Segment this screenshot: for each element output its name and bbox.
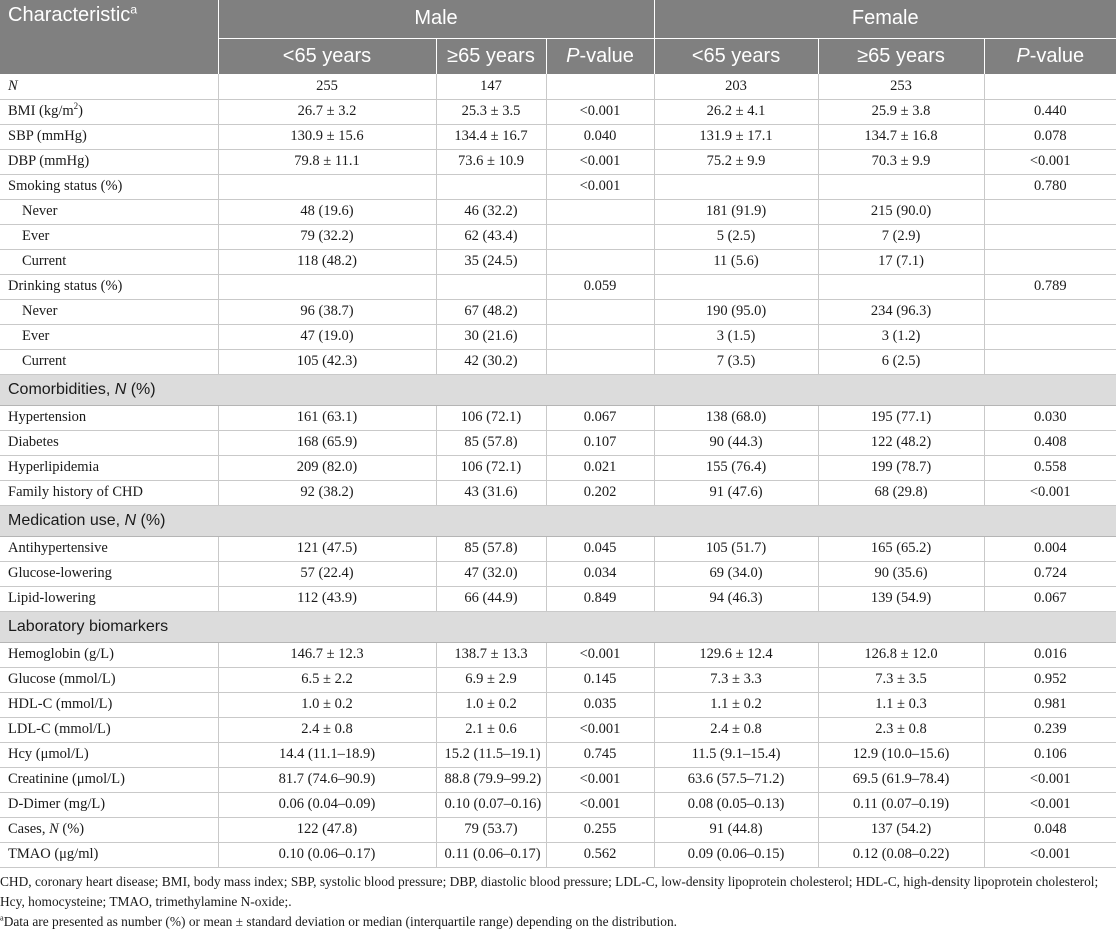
table-cell: 121 (47.5)	[218, 536, 436, 561]
table-cell	[546, 324, 654, 349]
row-label: Glucose (mmol/L)	[0, 667, 218, 692]
table-cell: 234 (96.3)	[818, 299, 984, 324]
row-label: Diabetes	[0, 430, 218, 455]
table-cell: 106 (72.1)	[436, 405, 546, 430]
table-cell: 0.08 (0.05–0.13)	[654, 792, 818, 817]
row-label: Drinking status (%)	[0, 274, 218, 299]
table-cell: 69 (34.0)	[654, 561, 818, 586]
table-cell: 1.0 ± 0.2	[436, 692, 546, 717]
table-cell: 46 (32.2)	[436, 199, 546, 224]
table-cell	[218, 274, 436, 299]
table-row	[0, 536, 1116, 561]
table-cell: 81.7 (74.6–90.9)	[218, 767, 436, 792]
table-cell: 209 (82.0)	[218, 455, 436, 480]
table-cell: 165 (65.2)	[818, 536, 984, 561]
table-cell	[818, 174, 984, 199]
table-cell	[546, 199, 654, 224]
table-cell: 7.3 ± 3.5	[818, 667, 984, 692]
table-cell: 134.4 ± 16.7	[436, 124, 546, 149]
table-cell: 0.107	[546, 430, 654, 455]
table-cell: 253	[818, 74, 984, 99]
table-row	[0, 324, 1116, 349]
table-cell: 15.2 (11.5–19.1)	[436, 742, 546, 767]
table-row	[0, 249, 1116, 274]
table-cell: 11 (5.6)	[654, 249, 818, 274]
table-cell: 203	[654, 74, 818, 99]
row-label: SBP (mmHg)	[0, 124, 218, 149]
table-cell: 105 (42.3)	[218, 349, 436, 374]
table-cell: 0.048	[984, 817, 1116, 842]
table-cell: 112 (43.9)	[218, 586, 436, 611]
row-label: Lipid-lowering	[0, 586, 218, 611]
table-cell: 2.1 ± 0.6	[436, 717, 546, 742]
row-label: Current	[0, 249, 218, 274]
table-row	[0, 767, 1116, 792]
row-label: TMAO (μg/ml)	[0, 842, 218, 867]
row-label: BMI $(kg/m^2)$	[0, 99, 218, 124]
female-under65-header: <65 years	[654, 38, 818, 74]
table-cell: 14.4 (11.1–18.9)	[218, 742, 436, 767]
table-cell: 199 (78.7)	[818, 455, 984, 480]
section-title: Comorbidities, N (%)	[0, 374, 1116, 405]
table-row	[0, 792, 1116, 817]
table-cell: 0.981	[984, 692, 1116, 717]
table-cell	[546, 224, 654, 249]
row-label: Current	[0, 349, 218, 374]
table-cell: 88.8 (79.9–99.2)	[436, 767, 546, 792]
table-cell: 7 (3.5)	[654, 349, 818, 374]
table-cell	[984, 249, 1116, 274]
row-label: Ever	[0, 224, 218, 249]
row-label: N	[0, 74, 218, 99]
table-cell	[818, 274, 984, 299]
row-label: Cases, N (%)	[0, 817, 218, 842]
table-row	[0, 480, 1116, 505]
row-label: Antihypertensive	[0, 536, 218, 561]
table-cell: 7.3 ± 3.3	[654, 667, 818, 692]
table-cell: <0.001	[984, 792, 1116, 817]
section-header-row	[0, 611, 1116, 642]
table-cell: 3 (1.5)	[654, 324, 818, 349]
table-cell: 92 (38.2)	[218, 480, 436, 505]
table-cell: 12.9 (10.0–15.6)	[818, 742, 984, 767]
female-over65-header: ≥65 years	[818, 38, 984, 74]
table-cell: 215 (90.0)	[818, 199, 984, 224]
table-cell: 26.7 ± 3.2	[218, 99, 436, 124]
row-label: Hemoglobin (g/L)	[0, 642, 218, 667]
table-row	[0, 692, 1116, 717]
table-row	[0, 561, 1116, 586]
table-cell	[984, 349, 1116, 374]
table-cell: 146.7 ± 12.3	[218, 642, 436, 667]
table-cell	[546, 249, 654, 274]
table-cell: 0.11 (0.07–0.19)	[818, 792, 984, 817]
table-cell: 85 (57.8)	[436, 430, 546, 455]
data-presentation-footnote: $^a$Data are presented as number (%) or mean ± standard deviation or median (interquartile range) depending on the distribution.	[0, 913, 677, 929]
table-cell: 0.239	[984, 717, 1116, 742]
row-label: Never	[0, 199, 218, 224]
table-cell: 190 (95.0)	[654, 299, 818, 324]
row-label: Ever	[0, 324, 218, 349]
row-label: D-Dimer (mg/L)	[0, 792, 218, 817]
table-cell: 138.7 ± 13.3	[436, 642, 546, 667]
table-cell: 0.067	[984, 586, 1116, 611]
table-cell: 139 (54.9)	[818, 586, 984, 611]
table-row	[0, 124, 1116, 149]
table-cell	[984, 299, 1116, 324]
table-row	[0, 642, 1116, 667]
female-group-header: Female	[654, 0, 1116, 38]
table-cell: 134.7 ± 16.8	[818, 124, 984, 149]
table-cell: 126.8 ± 12.0	[818, 642, 984, 667]
table-cell: 2.4 ± 0.8	[654, 717, 818, 742]
section-title: Medication use, N (%)	[0, 505, 1116, 536]
table-row	[0, 405, 1116, 430]
table-row	[0, 299, 1116, 324]
table-cell: 57 (22.4)	[218, 561, 436, 586]
table-cell: 94 (46.3)	[654, 586, 818, 611]
table-cell: 0.408	[984, 430, 1116, 455]
table-cell: <0.001	[546, 792, 654, 817]
table-cell: 130.9 ± 15.6	[218, 124, 436, 149]
table-cell: 35 (24.5)	[436, 249, 546, 274]
row-label: Creatinine (μmol/L)	[0, 767, 218, 792]
table-cell: <0.001	[984, 767, 1116, 792]
table-cell: 131.9 ± 17.1	[654, 124, 818, 149]
table-cell: 181 (91.9)	[654, 199, 818, 224]
section-header-row	[0, 374, 1116, 405]
row-label: Hcy (μmol/L)	[0, 742, 218, 767]
table-cell: 6.5 ± 2.2	[218, 667, 436, 692]
abbreviations-footnote: CHD, coronary heart disease; BMI, body mass index; SBP, systolic blood pressure; DBP, diastolic blood pressure; LDL-C, low-density lipoprotein cholesterol; HDL-C, high-density lipoprotein cholesterol; Hcy, homocysteine; TMAO, trimethylamine N-oxide;.	[0, 874, 1099, 909]
table-row	[0, 742, 1116, 767]
table-cell: 62 (43.4)	[436, 224, 546, 249]
table-cell: 0.06 (0.04–0.09)	[218, 792, 436, 817]
table-cell: 0.849	[546, 586, 654, 611]
table-cell: 0.780	[984, 174, 1116, 199]
table-cell: 2.4 ± 0.8	[218, 717, 436, 742]
table-cell: 85 (57.8)	[436, 536, 546, 561]
table-cell	[436, 174, 546, 199]
table-cell: 11.5 (9.1–15.4)	[654, 742, 818, 767]
table-cell: 42 (30.2)	[436, 349, 546, 374]
table-cell: 0.12 (0.08–0.22)	[818, 842, 984, 867]
table-cell: 0.035	[546, 692, 654, 717]
table-cell: 3 (1.2)	[818, 324, 984, 349]
table-cell: 138 (68.0)	[654, 405, 818, 430]
table-cell: 122 (48.2)	[818, 430, 984, 455]
row-label: Smoking status (%)	[0, 174, 218, 199]
table-cell: 0.106	[984, 742, 1116, 767]
table-cell: 155 (76.4)	[654, 455, 818, 480]
table-cell: 0.045	[546, 536, 654, 561]
table-cell: 0.059	[546, 274, 654, 299]
header-row-groups	[0, 0, 1116, 38]
table-cell: 0.09 (0.06–0.15)	[654, 842, 818, 867]
table-cell: 7 (2.9)	[818, 224, 984, 249]
table-cell: 0.724	[984, 561, 1116, 586]
table-cell: 73.6 ± 10.9	[436, 149, 546, 174]
table-cell: <0.001	[546, 174, 654, 199]
table-cell	[984, 224, 1116, 249]
table-cell	[546, 349, 654, 374]
table-cell	[436, 274, 546, 299]
table-cell: 0.255	[546, 817, 654, 842]
table-cell	[984, 74, 1116, 99]
table-cell: 0.558	[984, 455, 1116, 480]
table-row	[0, 717, 1116, 742]
table-cell: <0.001	[546, 149, 654, 174]
table-row	[0, 586, 1116, 611]
table-cell: 0.030	[984, 405, 1116, 430]
row-label: HDL-C (mmol/L)	[0, 692, 218, 717]
section-header-row	[0, 505, 1116, 536]
table-cell	[984, 199, 1116, 224]
table-body	[0, 74, 1116, 867]
table-row	[0, 817, 1116, 842]
table-row	[0, 842, 1116, 867]
table-cell: 106 (72.1)	[436, 455, 546, 480]
table-cell: 161 (63.1)	[218, 405, 436, 430]
table-cell: 0.952	[984, 667, 1116, 692]
table-cell: 91 (47.6)	[654, 480, 818, 505]
table-cell: 47 (19.0)	[218, 324, 436, 349]
table-cell: 90 (35.6)	[818, 561, 984, 586]
table-cell: 68 (29.8)	[818, 480, 984, 505]
table-cell: 0.10 (0.07–0.16)	[436, 792, 546, 817]
table-cell: <0.001	[984, 149, 1116, 174]
table-cell: 66 (44.9)	[436, 586, 546, 611]
table-row	[0, 430, 1116, 455]
table-cell: 0.034	[546, 561, 654, 586]
table-cell: 70.3 ± 9.9	[818, 149, 984, 174]
row-label: Glucose-lowering	[0, 561, 218, 586]
table-cell: 26.2 ± 4.1	[654, 99, 818, 124]
section-title: Laboratory biomarkers	[0, 611, 1116, 642]
table-cell: 1.0 ± 0.2	[218, 692, 436, 717]
table-cell: 63.6 (57.5–71.2)	[654, 767, 818, 792]
row-label: Hypertension	[0, 405, 218, 430]
table-footnotes	[0, 872, 1116, 932]
male-group-header: Male	[218, 0, 654, 38]
table-cell: 67 (48.2)	[436, 299, 546, 324]
table-cell: 25.9 ± 3.8	[818, 99, 984, 124]
table-cell: 0.078	[984, 124, 1116, 149]
row-label: DBP (mmHg)	[0, 149, 218, 174]
table-cell: 1.1 ± 0.3	[818, 692, 984, 717]
characteristic-header: Characteristic$^a$	[0, 0, 218, 74]
row-label: Never	[0, 299, 218, 324]
table-cell: <0.001	[984, 480, 1116, 505]
table-row	[0, 455, 1116, 480]
table-cell: <0.001	[546, 99, 654, 124]
table-row	[0, 667, 1116, 692]
row-label: LDL-C (mmol/L)	[0, 717, 218, 742]
table-row	[0, 274, 1116, 299]
table-cell: 48 (19.6)	[218, 199, 436, 224]
table-cell: 91 (44.8)	[654, 817, 818, 842]
table-cell: 0.004	[984, 536, 1116, 561]
table-cell: 122 (47.8)	[218, 817, 436, 842]
table-cell	[984, 324, 1116, 349]
table-cell	[654, 274, 818, 299]
row-label: Family history of CHD	[0, 480, 218, 505]
table-cell: 43 (31.6)	[436, 480, 546, 505]
table-cell: 6 (2.5)	[818, 349, 984, 374]
table-cell: 137 (54.2)	[818, 817, 984, 842]
table-cell: 0.021	[546, 455, 654, 480]
table-cell: <0.001	[546, 717, 654, 742]
table-cell: 0.040	[546, 124, 654, 149]
table-cell: 79 (32.2)	[218, 224, 436, 249]
table-cell: 25.3 ± 3.5	[436, 99, 546, 124]
table-cell: 6.9 ± 2.9	[436, 667, 546, 692]
table-cell: 5 (2.5)	[654, 224, 818, 249]
table-cell: 17 (7.1)	[818, 249, 984, 274]
table-row	[0, 224, 1116, 249]
table-cell: 79 (53.7)	[436, 817, 546, 842]
table-cell: 195 (77.1)	[818, 405, 984, 430]
table-cell: 2.3 ± 0.8	[818, 717, 984, 742]
table-row	[0, 174, 1116, 199]
table-cell: 129.6 ± 12.4	[654, 642, 818, 667]
male-over65-header: ≥65 years	[436, 38, 546, 74]
table-cell: 168 (65.9)	[218, 430, 436, 455]
table-cell: 255	[218, 74, 436, 99]
table-row	[0, 74, 1116, 99]
table-cell: 0.067	[546, 405, 654, 430]
table-cell: 0.145	[546, 667, 654, 692]
table-cell: 30 (21.6)	[436, 324, 546, 349]
table-cell: 0.745	[546, 742, 654, 767]
table-cell: 0.016	[984, 642, 1116, 667]
female-pvalue-header: P-value	[984, 38, 1116, 74]
table-cell: 79.8 ± 11.1	[218, 149, 436, 174]
table-cell: 0.562	[546, 842, 654, 867]
table-cell	[546, 299, 654, 324]
table-cell: <0.001	[984, 842, 1116, 867]
table-cell: 1.1 ± 0.2	[654, 692, 818, 717]
table-row	[0, 199, 1116, 224]
table-cell: 0.440	[984, 99, 1116, 124]
table-row	[0, 149, 1116, 174]
male-pvalue-header: P-value	[546, 38, 654, 74]
table-cell: 147	[436, 74, 546, 99]
table-cell	[218, 174, 436, 199]
table-cell: 0.202	[546, 480, 654, 505]
table-cell: <0.001	[546, 767, 654, 792]
table-cell: 96 (38.7)	[218, 299, 436, 324]
table-cell: 118 (48.2)	[218, 249, 436, 274]
row-label: Hyperlipidemia	[0, 455, 218, 480]
table-cell: 0.11 (0.06–0.17)	[436, 842, 546, 867]
table-cell: 69.5 (61.9–78.4)	[818, 767, 984, 792]
table-row	[0, 99, 1116, 124]
table-cell: 90 (44.3)	[654, 430, 818, 455]
table-cell: 47 (32.0)	[436, 561, 546, 586]
table-cell: <0.001	[546, 642, 654, 667]
table-cell: 105 (51.7)	[654, 536, 818, 561]
table-cell: 75.2 ± 9.9	[654, 149, 818, 174]
table-cell	[546, 74, 654, 99]
table-cell: 0.789	[984, 274, 1116, 299]
table-cell: 0.10 (0.06–0.17)	[218, 842, 436, 867]
table-cell	[654, 174, 818, 199]
male-under65-header: <65 years	[218, 38, 436, 74]
table-row	[0, 349, 1116, 374]
